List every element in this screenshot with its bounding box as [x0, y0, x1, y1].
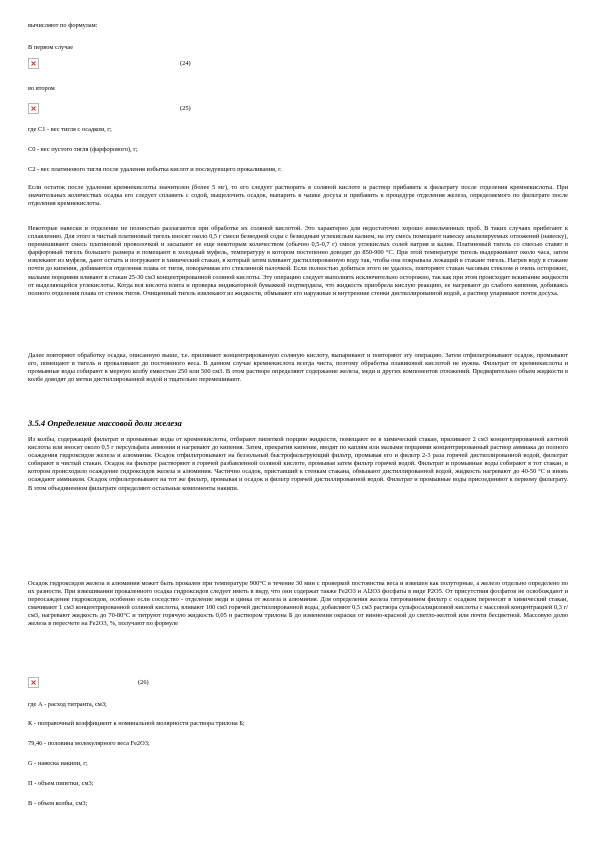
- definition-line: К - поправочный коэффициент к номинальной молярности раствора трилона Б;: [28, 720, 245, 727]
- broken-image-icon: [28, 677, 39, 688]
- definition-line: C2 - вес платинового тигля после удаления избытка кислот и последующего прокаливания, г.: [28, 166, 282, 173]
- section-heading: 3.5.4 Определение массовой доли железа: [28, 418, 182, 428]
- definition-line: C0 - вес пустого тигля (фарфорового), г;: [28, 146, 138, 153]
- formula-26: [28, 677, 328, 691]
- case-two-label: во втором: [28, 85, 55, 92]
- definition-line: где А - расход титранта, см3;: [28, 701, 107, 708]
- definition-line: В - объем колбы, см3;: [28, 800, 88, 807]
- definition-line: П - объем пипетки, см3;: [28, 780, 94, 787]
- equation-number: (24): [180, 60, 191, 67]
- paragraph: Некоторые навески и отделение не полностью разлагаются при обработке их соляной кислотой. Это характерно для недостаточно хорошо измельченных проб. В таких случаях прибегают к сплавлению. Для этого в чистый платиновый тигель вносят около 0,5 г смеси безводной соды с безводным углекислым калием, на эту смесь помещают навеску анализируемых отложений (навеску), перемешивают смесь платиновой проволочкой и засыпают ее еще некоторым количеством (обычно 0,5-0,7 г) смеси углекислых солей натрия и калия. Платиновый тигель со смесью ставят в фарфоровый тигель большего размера и помещают в холодный муфель, температуру в котором постепенно доводят до 850-900 °С. При этой температуре тигель выдерживают около часа, затем извлекают из муфеля, дают остыть и погружают в химический стакан, в который затем вливают дистиллированную воду так, чтобы она покрывала лежащий в стакане тигель. Нагрев воду в стакане почти до кипения, добиваются отделения плава от тигля, поворачивая его стеклянной палочкой. Если полностью добиться этого не удалось, повторяют стакан часовым стеклом и очень осторожно, малыми порциями вливают в стакан 25-30 см3 концентрированной соляной кислоты. Эту операцию следует выполнять исключительно осторожно, так как при этом происходит вскипание жидкости от выделяющейся углекислоты. Когда вся кислота влита и проверка индикаторной бумажкой подтвердила, что жидкость приобрела кислую реакцию, ее нагревают до слабого кипения, добиваясь полного отделения плава от стенок тигля. Очищенный тигель извлекают из жидкости, обмывают его наружные и внутренние стенки дистиллированной водой, а раствор упаривают почти досуха.: [28, 225, 568, 297]
- paragraph: Далее повторяют обработку осадка, описанную выше, т.е. приливают концентрированную соляную кислоту, выпаривают и повторяют эту операцию. Затем отфильтровывают осадок, промывают его, помещают в тигель и прокаливают до постоянного веса. В данном случае кремнекислота всегда чиста, поэтому обработка плавиковой кислотой не нужна. Фильтрат от кремнекислоты и промывные воды собирают в мерную колбу емкостью 250 или 500 см3. В этом растворе определяют содержание железа, меди и других компонентов отложений. Предварительно объем жидкости в колбе доводят до метки дистиллированной водой и тщательно перемешивают.: [28, 352, 568, 384]
- formula-24: [28, 58, 328, 72]
- paragraph: Если остаток после удаления кремнекислоты значителен (более 5 мг), то его следует растворить в соляной кислоте и раствор прибавить к фильтрату после отделения кремнекислоты. При значительных количествах осадка его следует сплавить с содой, выщелочить осадок, выпарить в чашке досуха и прибавить к процедуре отделения железа, определяемого по фильтрате после отделения кремнекислоты.: [28, 184, 568, 208]
- broken-image-icon: [28, 103, 39, 114]
- definition-line: где C1 - вес тигля с осадком, г;: [28, 126, 112, 133]
- paragraph: Из колбы, содержащей фильтрат и промывные воды от кремнекислоты, отбирают пипеткой порцию жидкости, помещают ее в химический стакан, приливают 2 см3 концентрированной азотной кислоты или вносят около 0,5 г персульфата аммония и нагревают до кипения. Затем, прекратив кипение, вводят по каплям или малыми порциями концентрированный раствор аммиака до полного осаждения гидроксидов железа и алюминия. Осадок отфильтровывают на беззольный быстрофильтрующий фильтр, промывая его и фильтр 2-3 раза горячей дистиллированной водой, фильтрат собирают в чистый стакан. Осадок на фильтре растворяют в горячей разбавленной соляной кислоте, промывая затем фильтр горячей водой. Фильтрат и промывные воды собирают в тот стакан, в котором происходило осаждение гидроксидов железа и алюминия. Частично осадок, приставший к стенкам стакана, обмывают дистиллированной водой, жидкость нагревают до 40-50 °С и вновь осаждают аммиаком. Осадок отфильтровывают на тот же фильтр, промывая и осадок и фильтр горячей дистиллированной водой. Фильтрат и промывные воды присоединяют к первому фильтрату. В этом объединенном фильтрате определяют остальные компоненты накипи.: [28, 436, 568, 492]
- definition-line: 79,46 - половина молекулярного веса Fe2O3;: [28, 740, 150, 747]
- equation-number: (25): [180, 105, 191, 112]
- broken-image-icon: [28, 58, 39, 69]
- intro-line: вычисляют по формулам:: [28, 22, 98, 29]
- equation-number: (26): [138, 679, 149, 686]
- case-one-label: В первом случае: [28, 44, 74, 51]
- definition-line: G - навеска накипи, г;: [28, 760, 88, 767]
- paragraph: Осадок гидроксидов железа и алюминия может быть прокален при температуре 900°С в течение 30 мин с проверкой постоянства веса и взвешен как полуторные, а железо отдельно определено по их разности. При взвешивании прокаленного осадка гидроксидов следует иметь в виду, что они содержат также Fe2O3 и Al2O3 фосфаты в виде P2O5. От присутствия фосфатов не освобождают и переосаждение гидроксидов, особенно если соседство - отделение меди и цинка от железа и алюминия. Для определения железа титрованием фильтр с осадком переносят в химический стакан, смачивают 1 см3 концентрированной соляной кислоты, вливают 100 см3 горячей дистиллированной воды, добавляют 0,5 см3 раствора сульфосалициловой кислоты с массовой концентрацией 0,3 г/см3, нагревают жидкость до 70-80°С и титруют горячую жидкость 0,05 н раствором трилона Б до изменения окраски от винно-красной до светло-желтой или почти бесцветной. Массовую долю железа в пересчете на Fe2O3, %, получают по формуле: [28, 580, 568, 628]
- formula-25: [28, 103, 328, 117]
